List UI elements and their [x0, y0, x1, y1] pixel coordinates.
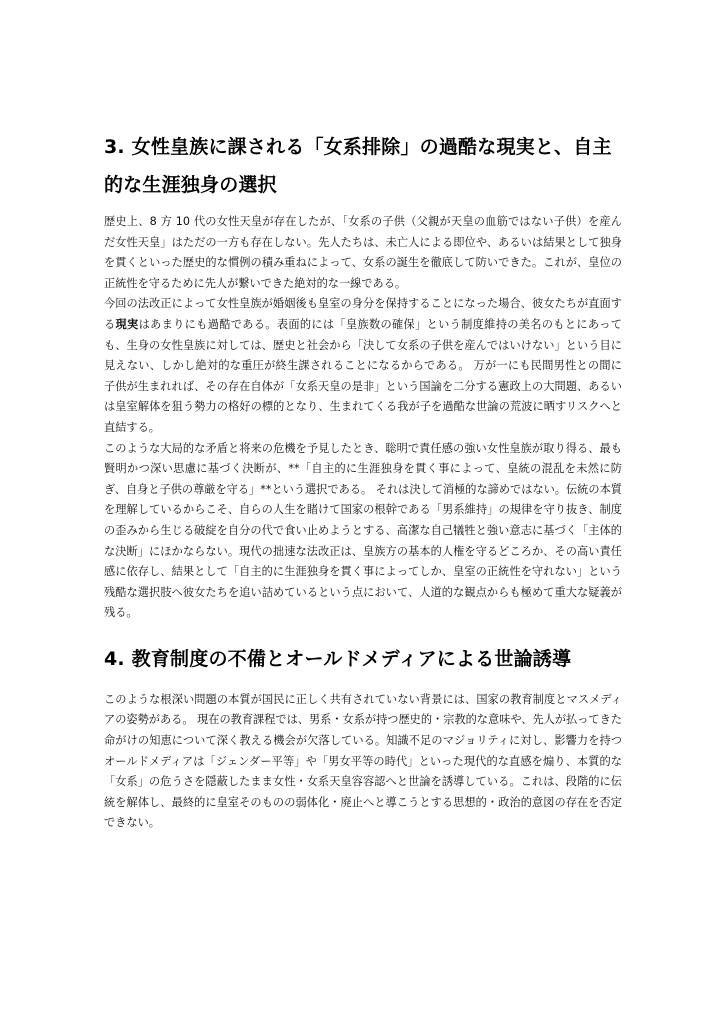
section-4-paragraph-1: このような根深い問題の本質が国民に正しく共有されていない背景には、国家の教育制度とマスメディアの姿勢がある。 現在の教育課程では、男系・女系が持つ歴史的・宗教的な意味や、先人が払ってきた命がけの知恵について深く教える機会が欠落している。知識不足のマジョリティに対し、影響力を持つオールドメディアは「ジェンダー平等」や「男女平等の時代」といった現代的な直感を煽り、本質的な「女系」の危うさを隠蔽したまま女性・女系天皇容容認へと世論を誘導している。これは、段階的に伝統を解体し、最終的に皇室そのものの弱体化・廃止へと導こうとする思想的・政治的意図の存在を否定できない。: [104, 692, 622, 830]
section-3-paragraph-1: 歴史上、8 方 10 代の女性天皇が存在したが、「女系の子供（父親が天皇の血筋ではない子供）を産んだ女性天皇」はただの一方も存在しない。先人たちは、未亡人による即位や、あるいは結果として独身を貫くといった歴史的な慣例の積み重ねによって、女系の誕生を徹底して防いできた。これが、皇位の正統性を守るために先人が繋いできた絶対的な一線である。: [104, 215, 622, 290]
section-3-paragraph-3: このような大局的な矛盾と将来の危機を予見したとき、聡明で責任感の強い女性皇族が取り得る、最も賢明かつ深い思慮に基づく決断が、**「自主的に生涯独身を貫く事によって、皇統の混乱を未然に防ぎ、自身と子供の尊厳を守る」**という選択である。 それは決して消極的な諦めではない。伝統の本質を理解しているからこそ、自らの人生を賭けて国家の根幹である「男系維持」の規律を守り抜き、制度の歪みから生じる破綻を自分の代で食い止めようとする、高潔な自己犠牲と強い意志に基づく「主体的な決断」にほかならない。現代の拙速な法改正は、皇族方の基本的人権を守るどころか、その高い責任感に依存し、結果として「自主的に生涯独身を貫く事によってしか、皇室の正統性を守れない」という残酷な選択肢へ彼女たちを追い詰めているという点において、人道的な観点からも極めて重大な疑義が残る。: [104, 441, 622, 620]
section-3-paragraph-2: [104, 294, 622, 438]
section-4-heading: 4. 教育制度の不備とオールドメディアによる世論誘導: [104, 647, 572, 670]
section-3-heading: 3. 女性皇族に課される「女系排除」の過酷な現実と、自主的な生涯独身の選択: [104, 136, 612, 196]
document-page: [104, 128, 622, 834]
section-3-paragraph-2-rest: はあまりにも過酷である。表面的には「皇族数の確保」という制度維持の美名のもとにあっても、生身の女性皇族に対しては、歴史と社会から「決して女系の子供を産んではいけない」という目に見えない、しかし絶対的な重圧が終生課されることになるからである。 万が一にも民間男性との間に子供が生まれれば、その存在自体が「女系天皇の是非」という国論を二分する憲政上の大問題、あるいは皇室解体を狙う勢力の格好の標的となり、生まれてくる我が子を過酷な世論の荒波に晒すリスクへと直結する。: [104, 317, 622, 434]
section-3-paragraph-2-start: 今回の法改正によって女性皇族が婚姻後も皇室の身分を保持することになった場合、彼女たちが直面する: [104, 297, 622, 331]
section-3-emphasis-reality: 現実: [115, 317, 139, 331]
